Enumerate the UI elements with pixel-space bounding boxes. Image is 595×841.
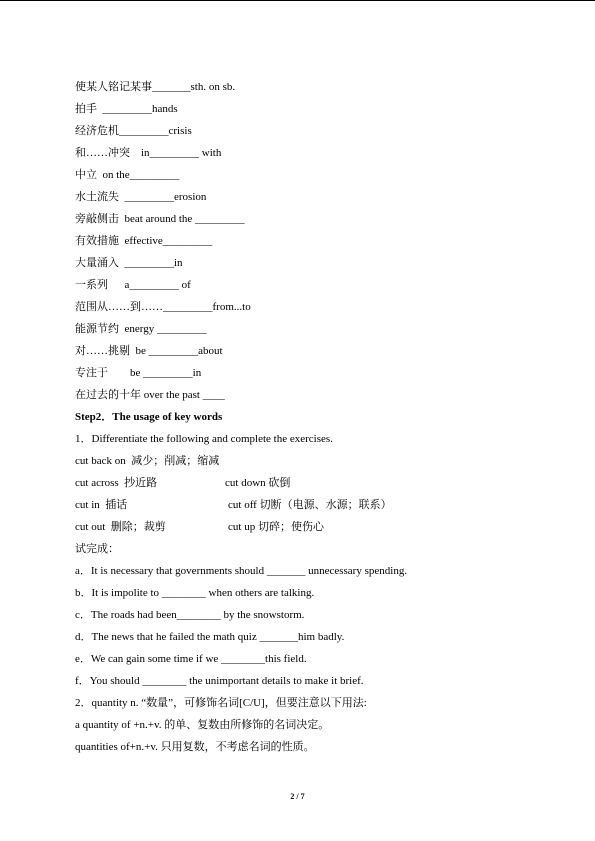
- exercise-item: f．You should ________ the unimportant details to make it brief.: [75, 675, 364, 687]
- exercise-item: a．It is necessary that governments should _______ unnecessary spending.: [75, 565, 408, 577]
- cut-up: cut up 切碎；使伤心: [228, 521, 324, 533]
- try-label: 试完成：: [75, 543, 119, 555]
- phrase-line: 专注于 be _________in: [75, 367, 202, 379]
- item1-intro: 1．Differentiate the following and complete the exercises.: [75, 433, 333, 445]
- exercise-item: b．It is impolite to ________ when others are talking.: [75, 587, 315, 599]
- exercise-item: c．The roads had been________ by the snowstorm.: [75, 609, 305, 621]
- step2-heading: Step2．The usage of key words: [75, 411, 223, 423]
- phrase-line: 中立 on the_________: [75, 169, 180, 181]
- cut-out: cut out 删除；裁剪: [75, 521, 166, 533]
- phrase-line: 能源节约 energy _________: [75, 323, 207, 335]
- phrase-line: 在过去的十年 over the past ____: [75, 389, 225, 401]
- cut-off: cut off 切断（电源、水源；联系）: [228, 499, 392, 511]
- item2-rule-plural: quantities of+n.+v. 只用复数，不考虑名词的性质。: [75, 741, 315, 753]
- exercise-item: d．The news that he failed the math quiz _______him badly.: [75, 631, 345, 643]
- phrase-line: 使某人铭记某事_______sth. on sb.: [75, 81, 236, 93]
- page-number: 2 / 7: [290, 792, 305, 801]
- cut-back-on: cut back on 减少；削减；缩减: [75, 455, 220, 467]
- cut-in: cut in 插话: [75, 499, 128, 511]
- item2-intro: 2．quantity n. “数量”，可修饰名词[C/U]，但要注意以下用法:: [75, 697, 367, 709]
- cut-down: cut down 砍倒: [225, 477, 291, 489]
- phrase-line: 有效措施 effective_________: [75, 235, 213, 247]
- cut-across: cut across 抄近路: [75, 477, 158, 489]
- phrase-line: 大量涌入 _________in: [75, 257, 183, 269]
- phrase-line: 经济危机_________crisis: [75, 125, 192, 137]
- exercise-item: e．We can gain some time if we ________this field.: [75, 653, 307, 665]
- phrase-line: 范围从……到……_________from...to: [75, 301, 251, 313]
- item2-rule-singular: a quantity of +n.+v. 的单、复数由所修饰的名词决定。: [75, 719, 330, 731]
- phrase-line: 和……冲突 in_________ with: [75, 147, 222, 159]
- phrase-line: 拍手 _________hands: [75, 103, 178, 115]
- phrase-line: 一系列 a_________ of: [75, 279, 191, 291]
- phrase-line: 对……挑剔 be _________about: [75, 345, 223, 357]
- phrase-line: 旁敲侧击 beat around the _________: [75, 213, 245, 225]
- phrase-line: 水土流失 _________erosion: [75, 191, 207, 203]
- top-rule: [0, 0, 595, 1]
